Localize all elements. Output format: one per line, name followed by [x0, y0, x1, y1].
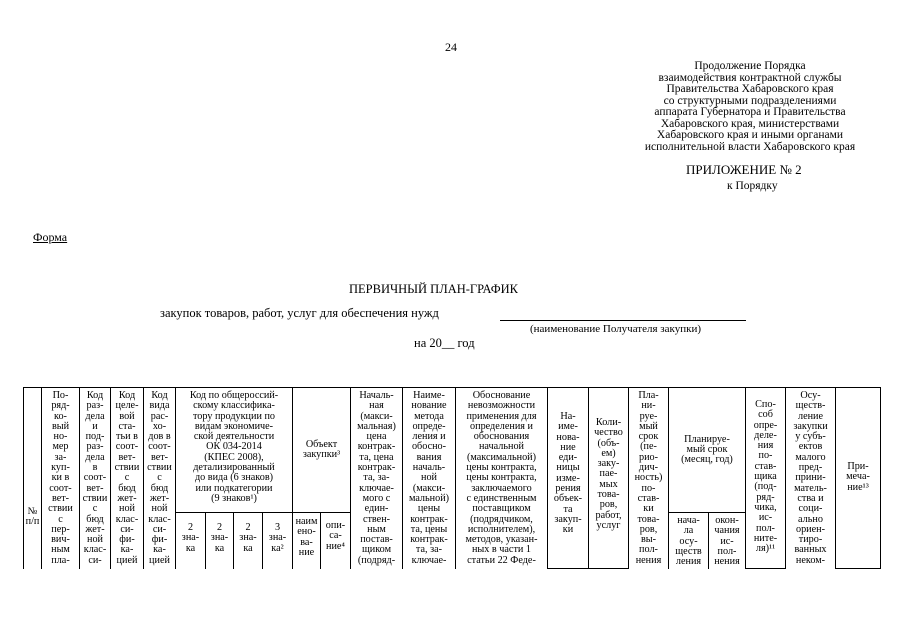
col-okpd-sub: 3 зна- ка²: [262, 512, 293, 569]
appendix-subtitle: к Порядку: [727, 180, 778, 192]
col-okpd-sub: 2 зна- ка: [205, 512, 234, 569]
col-small-business: Осу- ществ- ление закупки у субъ- ектов малого пред- прини- матель- ства и соци- ально ориен- тиро- ванных неком-: [785, 387, 836, 569]
col-supplier-method: Спо- соб опре- деле- ния по- став- щика (под- ряд- чика, ис- пол- ните- ля)¹¹: [745, 387, 786, 569]
year-line: на 20__ год: [414, 336, 475, 350]
col-term: Планируе- мый срок (месяц, год): [668, 387, 746, 513]
col-object: Объект закупки³: [292, 387, 351, 513]
col-okpd-sub: 2 зна- ка: [175, 512, 206, 569]
col-term-start: нача- ла осу- ществ ления: [668, 512, 709, 569]
col-justification: Обоснование невозможности применения для определения и обоснования начальной (максимальной) цены контракта, цены контракта, заключаемого с единственным поставщиком (подрядчиком, исполнителем), методов, указан- ных в части 1 статьи 22 Феде-: [455, 387, 548, 569]
col-term-end: окон- чания ис- пол- нения: [708, 512, 746, 569]
header-block: Продолжение Порядка взаимодействия контрактной службы Правительства Хабаровского края со структурными подразделениями аппарата Губернатора и Правительства Хабаровского края, министерствами Хабаровского края и иными органами исполнительной власти Хабаровского края: [644, 60, 856, 153]
col-price: Началь- ная (макси- мальная) цена контрак- та, цена контрак- та, за- ключае- мого с един- ствен- ным постав- щиком (подряд-: [350, 387, 403, 569]
col-expense: Код вида рас- хо- дов в соот- вет- ствии с бюд жет- ной клас- си- фи- ка- цией: [143, 387, 176, 569]
col-object-description: опи- са- ние⁴: [320, 512, 351, 569]
document-title: ПЕРВИЧНЫЙ ПЛАН-ГРАФИК: [349, 282, 518, 296]
page-number: 24: [445, 40, 457, 54]
col-target: Код целе- вой ста- тьи в соот- вет- ствии с бюд жет- ной клас- си- фи- ка- цией: [110, 387, 144, 569]
col-section: Код раз- дела и под- раз- дела в соот- вет- ствии с бюд жет- ной клас- си-: [79, 387, 111, 569]
col-okpd-sub: 2 зна- ка: [233, 512, 263, 569]
col-num: № п/п: [23, 387, 42, 569]
col-object-name: наим ено- ва- ние: [292, 512, 321, 569]
appendix-title: ПРИЛОЖЕНИЕ № 2: [686, 162, 802, 177]
col-unit: На- име- нова- ние еди- ницы изме- рения объек- та закуп- ки: [547, 387, 589, 569]
form-label: Форма: [33, 230, 68, 244]
col-order: По- ряд- ко- вый но- мер за- куп- ки в соот- вет- ствии с пер- вич- ным пла-: [41, 387, 80, 569]
document-subtitle: закупок товаров, работ, услуг для обеспечения нужд: [160, 306, 439, 320]
col-quantity: Коли- чество (объ- ем) заку- пае- мых това- ров, работ, услуг: [588, 387, 629, 569]
col-period: Пла- ни- руе- мый срок (пе- рио- дич- ность) по- став- ки това- ров, вы- пол- нения: [628, 387, 669, 569]
col-method: Наиме- нование метода опреде- ления и обосно- вания началь- ной (макси- мальной) цены контрак- та, цены контрак- та, за- ключае-: [402, 387, 456, 569]
col-okpd: Код по общероссий- скому классифика- тору продукции по видам экономиче- ской деятельности ОК 034-2014 (КПЕС 2008), детализированный до вида (6 знаков) или подкатегории (9 знаков¹): [175, 387, 293, 513]
recipient-hint: (наименование Получателя закупки): [530, 323, 701, 335]
col-note: При- меча- ние¹³: [835, 387, 881, 569]
